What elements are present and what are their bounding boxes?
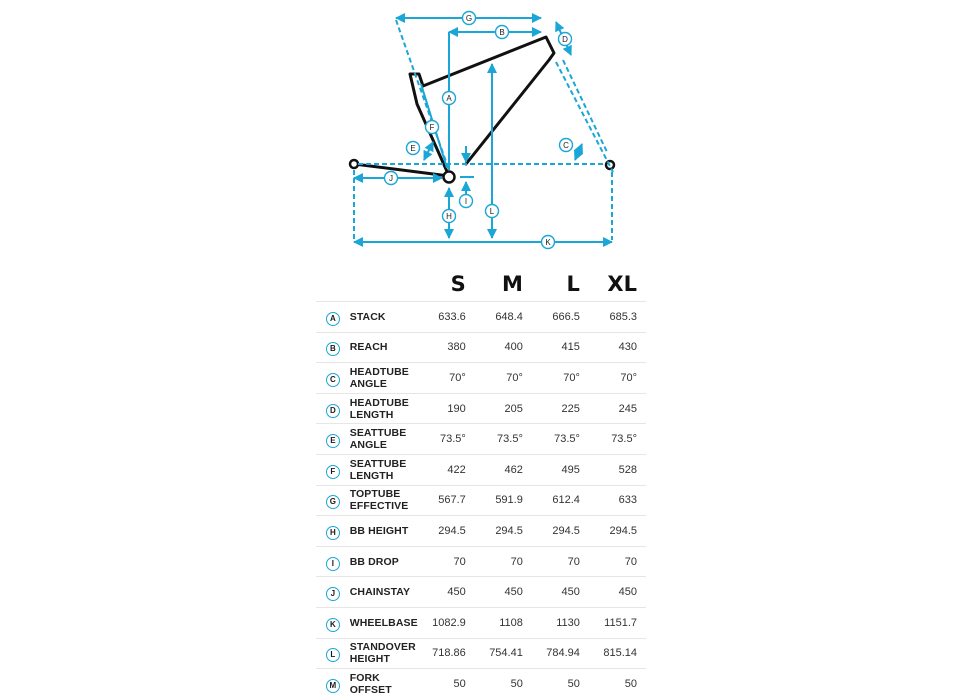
row-letter-cell bbox=[316, 516, 350, 547]
table-row bbox=[316, 302, 646, 333]
dim-label-i-text: I bbox=[464, 197, 468, 206]
row-value-s: 1082.9 bbox=[418, 607, 475, 638]
row-value-xl: 633 bbox=[589, 485, 646, 516]
row-letter-badge: A bbox=[326, 312, 340, 326]
dim-label-e bbox=[407, 142, 420, 155]
row-value-s: 294.5 bbox=[418, 516, 475, 547]
table-row bbox=[316, 577, 646, 608]
table-row bbox=[316, 393, 646, 424]
row-value-xl: 50 bbox=[589, 669, 646, 699]
row-letter-cell bbox=[316, 363, 350, 394]
row-value-m: 450 bbox=[475, 577, 532, 608]
dim-label-k-text: K bbox=[545, 238, 551, 247]
dim-label-c bbox=[560, 139, 573, 152]
row-value-l: 450 bbox=[532, 577, 589, 608]
table-row bbox=[316, 607, 646, 638]
row-measurement-name: STACK bbox=[350, 302, 418, 333]
size-header-row bbox=[316, 267, 646, 302]
dim-label-d-text: D bbox=[562, 35, 568, 44]
row-measurement-name: FORK OFFSET bbox=[350, 669, 418, 699]
row-letter-badge: F bbox=[326, 465, 340, 479]
row-measurement-name: BB DROP bbox=[350, 546, 418, 577]
size-header-m: M bbox=[501, 272, 523, 296]
row-value-m: 205 bbox=[475, 393, 532, 424]
dim-label-b bbox=[496, 26, 509, 39]
geometry-table bbox=[316, 267, 646, 699]
row-value-m: 50 bbox=[475, 669, 532, 699]
row-value-l: 294.5 bbox=[532, 516, 589, 547]
row-measurement-name: HEADTUBE LENGTH bbox=[350, 393, 418, 424]
row-value-l: 70 bbox=[532, 546, 589, 577]
dim-label-e-text: E bbox=[410, 144, 416, 153]
row-value-m: 294.5 bbox=[475, 516, 532, 547]
dim-label-f bbox=[426, 121, 439, 134]
rear-axle-icon bbox=[350, 160, 358, 168]
row-value-s: 50 bbox=[418, 669, 475, 699]
dim-label-k bbox=[542, 236, 555, 249]
bottom-bracket-icon bbox=[444, 172, 455, 183]
row-letter-badge: B bbox=[326, 342, 340, 356]
row-letter-cell bbox=[316, 393, 350, 424]
geometry-table-body bbox=[316, 302, 646, 699]
row-value-s: 633.6 bbox=[418, 302, 475, 333]
row-measurement-name: REACH bbox=[350, 332, 418, 363]
row-value-xl: 70° bbox=[589, 363, 646, 394]
row-letter-badge: H bbox=[326, 526, 340, 540]
row-value-l: 784.94 bbox=[532, 638, 589, 669]
row-value-m: 70 bbox=[475, 546, 532, 577]
dim-label-b-text: B bbox=[499, 28, 505, 37]
row-value-xl: 450 bbox=[589, 577, 646, 608]
row-value-l: 666.5 bbox=[532, 302, 589, 333]
dim-label-j-text: J bbox=[389, 174, 393, 183]
row-letter-badge: M bbox=[326, 679, 340, 693]
table-row bbox=[316, 516, 646, 547]
row-value-s: 190 bbox=[418, 393, 475, 424]
row-measurement-name: STANDOVER HEIGHT bbox=[350, 638, 418, 669]
dim-label-d bbox=[559, 33, 572, 46]
row-letter-cell bbox=[316, 607, 350, 638]
row-letter-badge: E bbox=[326, 434, 340, 448]
row-value-s: 718.86 bbox=[418, 638, 475, 669]
row-value-xl: 528 bbox=[589, 454, 646, 485]
row-value-s: 70 bbox=[418, 546, 475, 577]
table-row bbox=[316, 424, 646, 455]
dimension-lines bbox=[354, 18, 613, 242]
row-measurement-name: SEATTUBE LENGTH bbox=[350, 454, 418, 485]
row-value-xl: 70 bbox=[589, 546, 646, 577]
table-row bbox=[316, 669, 646, 699]
row-value-l: 73.5° bbox=[532, 424, 589, 455]
dim-label-a-text: A bbox=[446, 94, 452, 103]
row-letter-badge: C bbox=[326, 373, 340, 387]
row-value-l: 495 bbox=[532, 454, 589, 485]
dim-label-a bbox=[443, 92, 456, 105]
dim-label-i bbox=[460, 195, 473, 208]
table-row bbox=[316, 332, 646, 363]
dim-label-l bbox=[486, 205, 499, 218]
row-measurement-name: HEADTUBE ANGLE bbox=[350, 363, 418, 394]
row-value-s: 70° bbox=[418, 363, 475, 394]
row-letter-badge: I bbox=[326, 557, 340, 571]
row-measurement-name: BB HEIGHT bbox=[350, 516, 418, 547]
table-row bbox=[316, 638, 646, 669]
dim-label-h-text: H bbox=[446, 212, 452, 221]
dim-label-g-text: G bbox=[465, 14, 473, 23]
dim-label-j bbox=[385, 172, 398, 185]
row-letter-badge: L bbox=[326, 648, 340, 662]
table-row bbox=[316, 454, 646, 485]
dim-label-h bbox=[443, 210, 456, 223]
row-letter-badge: K bbox=[326, 618, 340, 632]
row-letter-cell bbox=[316, 669, 350, 699]
row-value-l: 1130 bbox=[532, 607, 589, 638]
row-value-xl: 430 bbox=[589, 332, 646, 363]
size-header-xl: XL bbox=[607, 272, 637, 296]
row-value-l: 415 bbox=[532, 332, 589, 363]
row-value-xl: 815.14 bbox=[589, 638, 646, 669]
bike-frame-outline bbox=[354, 37, 554, 176]
row-value-l: 70° bbox=[532, 363, 589, 394]
row-value-m: 1108 bbox=[475, 607, 532, 638]
dim-label-g bbox=[463, 12, 476, 25]
row-measurement-name: SEATTUBE ANGLE bbox=[350, 424, 418, 455]
row-value-s: 422 bbox=[418, 454, 475, 485]
row-letter-cell bbox=[316, 424, 350, 455]
row-value-m: 70° bbox=[475, 363, 532, 394]
row-letter-badge: D bbox=[326, 404, 340, 418]
row-value-l: 612.4 bbox=[532, 485, 589, 516]
size-header-l: L bbox=[566, 272, 580, 296]
row-value-s: 450 bbox=[418, 577, 475, 608]
row-letter-cell bbox=[316, 454, 350, 485]
table-row bbox=[316, 485, 646, 516]
row-value-m: 591.9 bbox=[475, 485, 532, 516]
dim-label-l-text: L bbox=[489, 207, 495, 216]
row-measurement-name: TOPTUBE EFFECTIVE bbox=[350, 485, 418, 516]
row-value-xl: 245 bbox=[589, 393, 646, 424]
row-value-m: 400 bbox=[475, 332, 532, 363]
table-row bbox=[316, 546, 646, 577]
row-letter-badge: G bbox=[326, 495, 340, 509]
row-value-s: 567.7 bbox=[418, 485, 475, 516]
row-value-xl: 1151.7 bbox=[589, 607, 646, 638]
row-letter-cell bbox=[316, 577, 350, 608]
size-header-s: S bbox=[450, 272, 466, 296]
row-value-m: 73.5° bbox=[475, 424, 532, 455]
row-value-s: 380 bbox=[418, 332, 475, 363]
row-value-m: 462 bbox=[475, 454, 532, 485]
row-letter-cell bbox=[316, 332, 350, 363]
row-value-l: 225 bbox=[532, 393, 589, 424]
row-value-xl: 73.5° bbox=[589, 424, 646, 455]
row-letter-badge: J bbox=[326, 587, 340, 601]
row-value-xl: 685.3 bbox=[589, 302, 646, 333]
row-letter-cell bbox=[316, 638, 350, 669]
frame-geometry-diagram bbox=[0, 0, 959, 260]
row-value-m: 754.41 bbox=[475, 638, 532, 669]
row-measurement-name: WHEELBASE bbox=[350, 607, 418, 638]
dim-label-c-text: C bbox=[563, 141, 569, 150]
row-value-m: 648.4 bbox=[475, 302, 532, 333]
row-letter-cell bbox=[316, 485, 350, 516]
row-letter-cell bbox=[316, 546, 350, 577]
table-row bbox=[316, 363, 646, 394]
row-letter-cell bbox=[316, 302, 350, 333]
row-value-xl: 294.5 bbox=[589, 516, 646, 547]
row-measurement-name: CHAINSTAY bbox=[350, 577, 418, 608]
row-value-l: 50 bbox=[532, 669, 589, 699]
dim-label-f-text: F bbox=[429, 123, 435, 132]
row-value-s: 73.5° bbox=[418, 424, 475, 455]
